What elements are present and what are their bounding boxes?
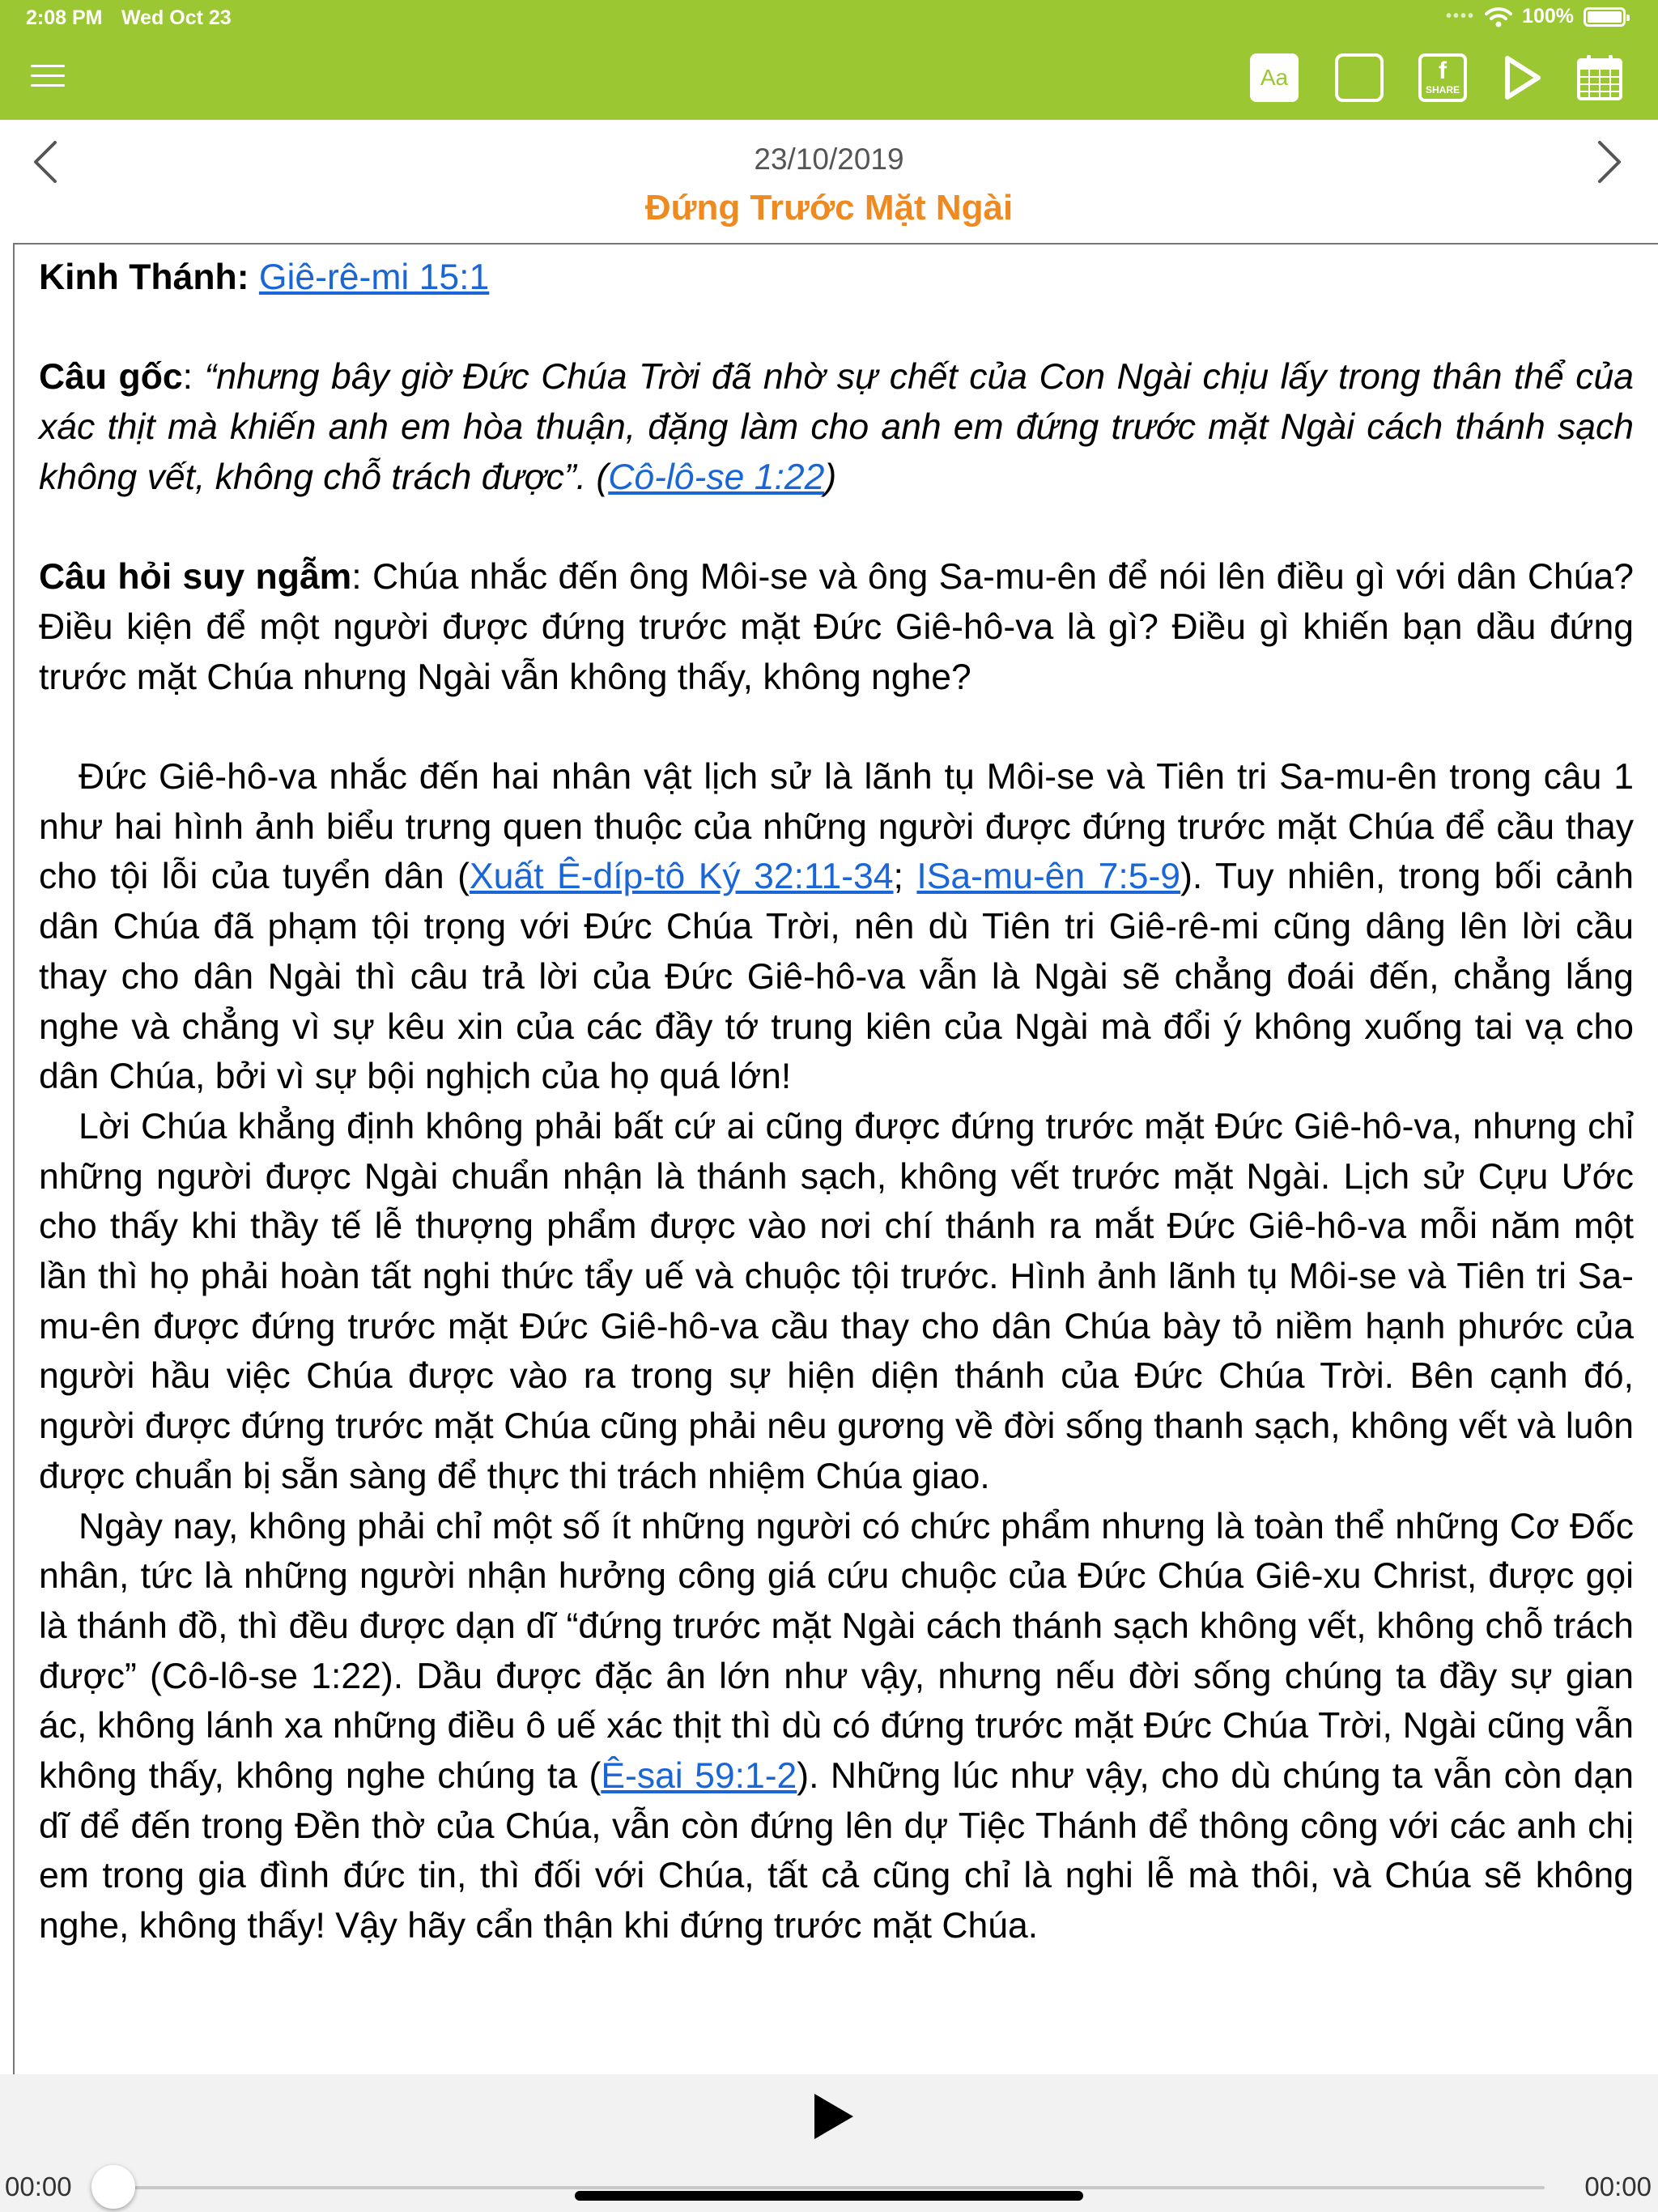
key-verse-text: “nhưng bây giờ Đức Chúa Trời đã nhờ sự chết của Con Ngài chịu lấy trong thân thể của xác thịt mà khiến anh em hòa thuận, đặng làm cho anh em đứng trước mặt Ngài cách thánh sạch không vết, không chỗ trách được”. ( [39,357,1634,497]
isaiah-ref-link[interactable]: Ê-sai 59:1-2 [601,1756,797,1797]
calendar-icon[interactable] [1575,53,1624,102]
status-date: Wed Oct 23 [121,6,232,29]
home-indicator [575,2191,1083,2201]
cellular-dots-icon: •••• [1446,7,1476,25]
progress-track[interactable] [113,2186,1545,2189]
paragraph-2: Lời Chúa khẳng định không phải bất cứ ai cũng được đứng trước mặt Đức Giê-hô-va, nhưng chỉ những người được Ngài chuẩn nhận là thánh sạch, không vết trước mặt Ngài. Lịch sử Cựu Ước cho thấy khi thầy tế lễ thượng phẩm được vào nơi chí thánh ra mắt Đức Giê-hô-va mỗi năm một lần thì họ phải hoàn tất nghi thức tẩy uế và chuộc tội trước. Hình ảnh lãnh tụ Môi-se và Tiên tri Sa-mu-ên được đứng trước mặt Đức Giê-hô-va cầu thay cho dân Chúa bày tỏ niềm hạnh phước của người hầu việc Chúa được vào ra trong sự hiện diện thánh của Đức Chúa Trời. Bên cạnh đó, người được đứng trước mặt Chúa cũng phải nêu gương về đời sống thanh sạch, không vết và luôn được chuẩn bị sẵn sàng để thực thi trách nhiệm Chúa giao. [39,1106,1634,1496]
facebook-share-button[interactable] [1418,53,1467,102]
key-verse-label: Câu gốc [39,357,183,398]
key-verse: Câu gốc: “nhưng bây giờ Đức Chúa Trời đã nhờ sự chết của Con Ngài chịu lấy trong thân thể của xác thịt mà khiến anh em hòa thuận, đặng làm cho anh em đứng trước mặt Ngài cách thánh sạch không vết, không chỗ trách được”. (Cô-lô-se 1:22) [39,357,1634,497]
share-label: SHARE [1425,84,1460,96]
question-text: : Chúa nhắc đến ông Môi-se và ông Sa-mu-ên để nói lên điều gì với dân Chúa? Điều kiện để một người được đứng trước mặt Đức Giê-hô-va là gì? Điều gì khiến bạn dầu đứng trước mặt Chúa nhưng Ngài vẫn không thấy, không nghe? [39,557,1634,697]
scripture-line [39,253,1634,303]
reflection-question [39,552,1634,702]
play-audio-icon[interactable] [1498,53,1546,102]
scripture-ref-link[interactable]: Giê-rê-mi 15:1 [258,257,490,297]
font-size-button[interactable] [1250,53,1299,102]
duration-time: 00:00 [1584,2172,1652,2201]
elapsed-time: 00:00 [5,2172,72,2201]
facebook-icon: f [1439,57,1447,84]
top-toolbar [0,0,1658,120]
devotion-date: 23/10/2019 [754,143,904,176]
progress-slider-thumb[interactable] [91,2165,135,2209]
key-verse-ref-link[interactable]: Cô-lô-se 1:22 [608,457,825,497]
paragraph-3: Ngày nay, không phải chỉ một số ít những người có chức phẩm nhưng là toàn thể những Cơ Đốc nhân, tức là những người nhận hưởng công giá cứu chuộc của Đức Chúa Giê-xu Christ, được gọi là thánh đồ, thì đều được dạn dĩ “đứng trước mặt Ngài cách thánh sạch không vết, không chỗ trách được” (Cô-lô-se 1:22). Dầu được đặc ân lớn như vậy, nhưng nếu đời sống chúng ta đầy sự gian ác, không lánh xa những điều ô uế xác thịt thì dù có đứng trước mặt Đức Chúa Trời, Ngài cũng vẫn không thấy, không nghe chúng ta (Ê-sai 59:1-2). Những lúc như vậy, cho dù chúng ta vẫn còn dạn dĩ để đến trong Đền thờ của Chúa, vẫn còn đứng lên dự Tiệc Thánh để thông công với các anh chị em trong gia đình đức tin, thì đối với Chúa, tất cả cũng chỉ là nghi lễ mà thôi, và Chúa sẽ không nghe, không thấy! Vậy hãy cẩn thận khi đứng trước mặt Chúa. [39,1506,1635,1946]
question-label: Câu hỏi suy ngẫm [39,557,352,598]
devotion-title: Đứng Trước Mặt Ngài [644,188,1014,228]
battery-icon [1584,7,1626,27]
exodus-ref-link[interactable]: Xuất Ê-díp-tô Ký 32:11-34 [469,857,894,897]
status-time: 2:08 PM [26,6,103,29]
font-size-label: Aa [1260,65,1289,90]
article-content[interactable] [13,243,1658,2074]
samuel-ref-link[interactable]: ISa-mu-ên 7:5-9 [916,857,1181,897]
wifi-icon [1485,6,1512,28]
status-indicators [1446,5,1626,28]
paragraph-1: Đức Giê-hô-va nhắc đến hai nhân vật lịch sử là lãnh tụ Môi-se và Tiên tri Sa-mu-ên trong câu 1 như hai hình ảnh biểu trưng quen thuộc của những người được đứng trước mặt Chúa để cầu thay cho tội lỗi của tuyển dân (Xuất Ê-díp-tô Ký 32:11-34; ISa-mu-ên 7:5-9). Tuy nhiên, trong bối cảnh dân Chúa đã phạm tội trọng với Đức Chúa Trời, nên dù Tiên tri Giê-rê-mi cũng dâng lên lời cầu thay cho dân Ngài thì câu trả lời của Đức Giê-hô-va vẫn là Ngài sẽ chẳng đoái đến, chẳng lắng nghe và chẳng vì sự kêu xin của các đầy tớ trung kiên của Ngài mà đổi ý không xuống tai vạ cho dân Chúa, bởi vì sự bội nghịch của họ quá lớn! [39,756,1634,1097]
play-icon[interactable] [811,2091,857,2142]
next-day-icon[interactable] [1588,136,1629,188]
battery-percent: 100% [1522,5,1574,28]
menu-icon[interactable] [31,65,65,89]
scripture-label: Kinh Thánh: [39,257,249,297]
theme-toggle-button[interactable] [1335,53,1384,102]
